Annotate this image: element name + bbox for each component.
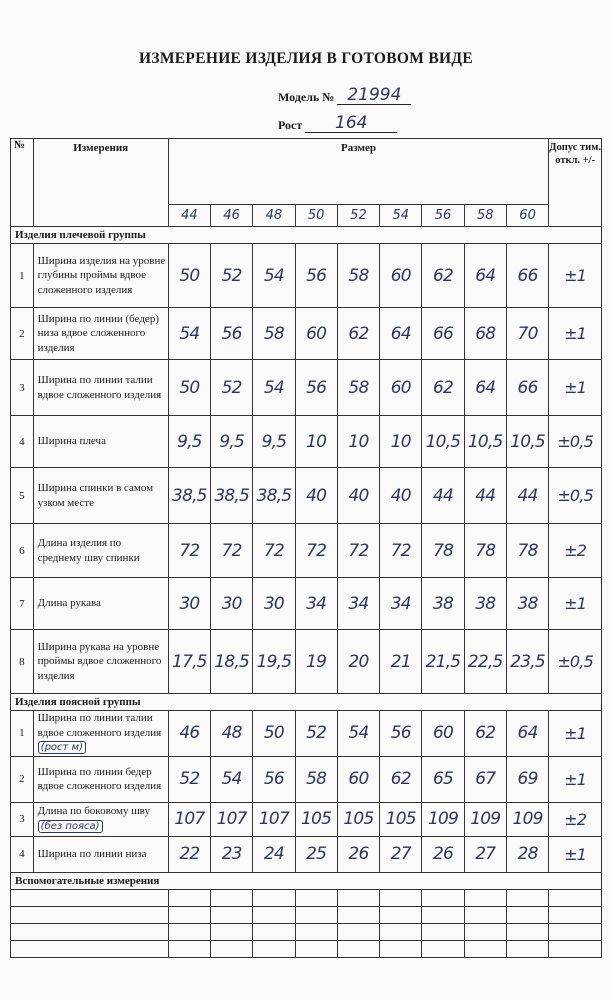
- size-value: 107: [168, 802, 210, 836]
- description-text: Ширина изделия на уровне глубины проймы вдвое сложенного изделия: [37, 254, 166, 296]
- size-value: 44: [506, 468, 548, 524]
- size-value: 50: [168, 360, 210, 416]
- table-row: [11, 468, 602, 524]
- empty-cell: [337, 906, 379, 923]
- size-value: 69: [506, 756, 548, 802]
- size-value: 54: [337, 711, 379, 757]
- size-value: 52: [295, 711, 337, 757]
- size-column-7: 58: [464, 205, 506, 227]
- measurement-description: [33, 468, 168, 524]
- measurement-description: [33, 360, 168, 416]
- size-value: 58: [337, 244, 379, 308]
- size-value: 64: [506, 711, 548, 757]
- row-number: 5: [11, 468, 34, 524]
- num-header: №: [11, 139, 34, 227]
- empty-cell: [11, 889, 169, 906]
- size-value: 34: [337, 578, 379, 630]
- empty-cell: [506, 906, 548, 923]
- size-value: 17,5: [168, 630, 210, 694]
- size-column-5: 54: [380, 205, 422, 227]
- size-value: 10: [295, 416, 337, 468]
- size-value: 40: [295, 468, 337, 524]
- row-number: 3: [11, 802, 34, 836]
- size-value: 25: [295, 836, 337, 872]
- row-number: 4: [11, 416, 34, 468]
- size-value: 34: [380, 578, 422, 630]
- size-value: 56: [295, 360, 337, 416]
- empty-cell: [464, 906, 506, 923]
- size-value: 67: [464, 756, 506, 802]
- row-number: 6: [11, 524, 34, 578]
- height-label: Рост: [278, 118, 303, 132]
- description-text: Ширина по линии (бедер) низа вдвое сложенного изделия: [37, 312, 159, 354]
- model-label: Модель №: [278, 90, 335, 104]
- size-value: 38,5: [253, 468, 295, 524]
- empty-cell: [380, 940, 422, 957]
- section-title: Изделия плечевой группы: [11, 227, 602, 244]
- measurement-description: [33, 244, 168, 308]
- empty-cell: [11, 906, 169, 923]
- description-text: Ширина плеча: [37, 435, 106, 448]
- size-value: 58: [253, 308, 295, 360]
- size-column-1: 46: [211, 205, 253, 227]
- size-column-6: 56: [422, 205, 464, 227]
- table-row: [11, 756, 602, 802]
- size-value: 65: [422, 756, 464, 802]
- description-text: Ширина рукава на уровне проймы вдвое сложенного изделия: [37, 640, 162, 682]
- size-value: 60: [337, 756, 379, 802]
- section-row: [11, 872, 602, 889]
- size-header: Размер: [168, 139, 549, 205]
- tolerance-value: ±1: [549, 578, 602, 630]
- model-line: [278, 86, 411, 105]
- empty-cell: [11, 940, 169, 957]
- size-value: 72: [211, 524, 253, 578]
- size-column-3: 50: [295, 205, 337, 227]
- tolerance-value: ±1: [549, 360, 602, 416]
- size-value: 26: [337, 836, 379, 872]
- empty-cell: [380, 923, 422, 940]
- size-value: 60: [422, 711, 464, 757]
- empty-cell: [295, 940, 337, 957]
- empty-cell: [253, 923, 295, 940]
- size-value: 62: [422, 244, 464, 308]
- empty-row: [11, 923, 602, 940]
- size-value: 58: [337, 360, 379, 416]
- size-value: 22,5: [464, 630, 506, 694]
- tolerance-value: ±0,5: [549, 468, 602, 524]
- empty-cell: [380, 889, 422, 906]
- description-text: Ширина по линии талии вдвое сложенного изделия: [37, 374, 162, 401]
- size-value: 10,5: [464, 416, 506, 468]
- size-value: 10: [380, 416, 422, 468]
- size-value: 27: [464, 836, 506, 872]
- empty-cell: [422, 889, 464, 906]
- empty-cell: [422, 940, 464, 957]
- size-value: 107: [211, 802, 253, 836]
- size-value: 72: [337, 524, 379, 578]
- size-value: 64: [464, 360, 506, 416]
- empty-row: [11, 940, 602, 957]
- size-value: 68: [464, 308, 506, 360]
- row-number: 7: [11, 578, 34, 630]
- measurement-table: [10, 138, 602, 958]
- size-value: 38: [464, 578, 506, 630]
- tolerance-value: ±1: [549, 711, 602, 757]
- measurement-description: [33, 756, 168, 802]
- size-value: 107: [253, 802, 295, 836]
- size-value: 24: [253, 836, 295, 872]
- table-row: [11, 244, 602, 308]
- empty-cell: [168, 889, 210, 906]
- empty-cell: [422, 906, 464, 923]
- size-value: 21,5: [422, 630, 464, 694]
- empty-cell: [11, 923, 169, 940]
- tolerance-value: ±1: [549, 244, 602, 308]
- handwritten-note: (рост м): [38, 741, 86, 754]
- height-value: 164: [305, 114, 397, 133]
- measurement-description: [33, 802, 168, 836]
- empty-row: [11, 889, 602, 906]
- description-text: Ширина по линии низа: [37, 847, 147, 860]
- size-value: 10,5: [506, 416, 548, 468]
- size-value: 78: [506, 524, 548, 578]
- empty-cell: [253, 889, 295, 906]
- measurement-description: [33, 308, 168, 360]
- description-text: Длина рукава: [37, 597, 101, 610]
- size-value: 50: [253, 711, 295, 757]
- size-value: 62: [337, 308, 379, 360]
- size-value: 23: [211, 836, 253, 872]
- model-number: 21994: [337, 86, 411, 105]
- empty-cell: [506, 889, 548, 906]
- empty-cell: [168, 940, 210, 957]
- size-value: 52: [211, 360, 253, 416]
- size-value: 27: [380, 836, 422, 872]
- description-text: Ширина по линии талии вдвое сложенного изделия: [37, 712, 162, 739]
- size-value: 105: [380, 802, 422, 836]
- size-value: 109: [464, 802, 506, 836]
- empty-cell: [464, 940, 506, 957]
- size-value: 10: [337, 416, 379, 468]
- size-value: 52: [168, 756, 210, 802]
- empty-cell: [549, 923, 602, 940]
- table-row: [11, 524, 602, 578]
- size-value: 26: [422, 836, 464, 872]
- empty-cell: [253, 906, 295, 923]
- empty-cell: [380, 906, 422, 923]
- measurement-description: [33, 524, 168, 578]
- size-value: 105: [295, 802, 337, 836]
- size-value: 54: [168, 308, 210, 360]
- aux-section-title: Вспомогательные измерения: [11, 872, 602, 889]
- measurements-header: Измерения: [33, 139, 168, 227]
- size-value: 62: [380, 756, 422, 802]
- size-value: 30: [168, 578, 210, 630]
- size-value: 22: [168, 836, 210, 872]
- size-value: 64: [464, 244, 506, 308]
- empty-cell: [295, 923, 337, 940]
- row-number: 2: [11, 756, 34, 802]
- size-value: 38: [422, 578, 464, 630]
- size-value: 28: [506, 836, 548, 872]
- table-row: [11, 711, 602, 757]
- section-title: Изделия поясной группы: [11, 694, 602, 711]
- empty-cell: [211, 923, 253, 940]
- row-number: 1: [11, 244, 34, 308]
- table-row: [11, 360, 602, 416]
- size-value: 38,5: [168, 468, 210, 524]
- size-value: 30: [211, 578, 253, 630]
- empty-cell: [422, 923, 464, 940]
- size-value: 66: [422, 308, 464, 360]
- size-value: 54: [253, 244, 295, 308]
- size-value: 40: [380, 468, 422, 524]
- size-value: 18,5: [211, 630, 253, 694]
- size-value: 64: [380, 308, 422, 360]
- empty-cell: [295, 889, 337, 906]
- empty-cell: [211, 940, 253, 957]
- tolerance-value: ±2: [549, 802, 602, 836]
- table-row: [11, 802, 602, 836]
- empty-cell: [506, 923, 548, 940]
- size-value: 54: [211, 756, 253, 802]
- size-value: 109: [506, 802, 548, 836]
- size-value: 52: [211, 244, 253, 308]
- handwritten-note: (без пояса): [38, 820, 103, 833]
- size-value: 21: [380, 630, 422, 694]
- section-row: [11, 227, 602, 244]
- empty-cell: [168, 923, 210, 940]
- description-text: Ширина по линии бедер вдвое сложенного изделия: [37, 765, 162, 792]
- empty-cell: [549, 940, 602, 957]
- empty-cell: [464, 923, 506, 940]
- empty-cell: [506, 940, 548, 957]
- row-number: 2: [11, 308, 34, 360]
- empty-cell: [464, 889, 506, 906]
- size-value: 38: [506, 578, 548, 630]
- size-value: 44: [464, 468, 506, 524]
- tolerance-value: ±0,5: [549, 416, 602, 468]
- size-value: 56: [380, 711, 422, 757]
- description-text: Ширина спинки в самом узком месте: [37, 482, 154, 509]
- height-line: [278, 114, 397, 133]
- size-value: 46: [168, 711, 210, 757]
- size-value: 9,5: [168, 416, 210, 468]
- size-value: 10,5: [422, 416, 464, 468]
- tolerance-value: ±1: [549, 308, 602, 360]
- size-value: 72: [380, 524, 422, 578]
- size-column-8: 60: [506, 205, 548, 227]
- size-value: 56: [253, 756, 295, 802]
- size-value: 66: [506, 360, 548, 416]
- size-value: 44: [422, 468, 464, 524]
- size-value: 58: [295, 756, 337, 802]
- size-value: 56: [295, 244, 337, 308]
- empty-cell: [168, 906, 210, 923]
- row-number: 8: [11, 630, 34, 694]
- size-value: 78: [422, 524, 464, 578]
- size-value: 62: [422, 360, 464, 416]
- empty-cell: [211, 906, 253, 923]
- size-value: 9,5: [253, 416, 295, 468]
- size-value: 19: [295, 630, 337, 694]
- measurement-description: [33, 836, 168, 872]
- size-value: 105: [337, 802, 379, 836]
- size-value: 40: [337, 468, 379, 524]
- tolerance-value: ±1: [549, 836, 602, 872]
- size-value: 54: [253, 360, 295, 416]
- size-value: 70: [506, 308, 548, 360]
- size-value: 78: [464, 524, 506, 578]
- size-column-4: 52: [337, 205, 379, 227]
- row-number: 4: [11, 836, 34, 872]
- empty-cell: [337, 940, 379, 957]
- description-text: Длина по боковому шву: [37, 805, 150, 817]
- size-value: 30: [253, 578, 295, 630]
- table-row: [11, 836, 602, 872]
- size-value: 109: [422, 802, 464, 836]
- empty-cell: [337, 889, 379, 906]
- size-value: 23,5: [506, 630, 548, 694]
- size-value: 62: [464, 711, 506, 757]
- tolerance-header: Допус тим. откл. +/-: [549, 139, 602, 227]
- size-column-2: 48: [253, 205, 295, 227]
- empty-cell: [337, 923, 379, 940]
- size-value: 56: [211, 308, 253, 360]
- size-value: 9,5: [211, 416, 253, 468]
- empty-cell: [295, 906, 337, 923]
- table-row: [11, 308, 602, 360]
- size-value: 20: [337, 630, 379, 694]
- tolerance-value: ±0,5: [549, 630, 602, 694]
- tolerance-value: ±2: [549, 524, 602, 578]
- table-row: [11, 416, 602, 468]
- size-value: 34: [295, 578, 337, 630]
- size-column-0: 44: [168, 205, 210, 227]
- table-row: [11, 630, 602, 694]
- size-value: 66: [506, 244, 548, 308]
- empty-cell: [253, 940, 295, 957]
- size-value: 72: [295, 524, 337, 578]
- size-value: 60: [380, 244, 422, 308]
- tolerance-value: ±1: [549, 756, 602, 802]
- empty-cell: [549, 906, 602, 923]
- empty-cell: [549, 889, 602, 906]
- size-value: 72: [168, 524, 210, 578]
- table-row: [11, 578, 602, 630]
- measurement-description: [33, 630, 168, 694]
- section-row: [11, 694, 602, 711]
- empty-cell: [211, 889, 253, 906]
- size-value: 72: [253, 524, 295, 578]
- size-value: 60: [295, 308, 337, 360]
- size-value: 19,5: [253, 630, 295, 694]
- empty-row: [11, 906, 602, 923]
- row-number: 3: [11, 360, 34, 416]
- measurement-description: [33, 578, 168, 630]
- size-value: 60: [380, 360, 422, 416]
- description-text: Длина изделия по среднему шву спинки: [37, 537, 140, 564]
- size-value: 38,5: [211, 468, 253, 524]
- row-number: 1: [11, 711, 34, 757]
- size-value: 48: [211, 711, 253, 757]
- measurement-description: [33, 416, 168, 468]
- size-value: 50: [168, 244, 210, 308]
- document-title: ИЗМЕРЕНИЕ ИЗДЕЛИЯ В ГОТОВОМ ВИДЕ: [139, 50, 473, 67]
- measurement-description: [33, 711, 168, 757]
